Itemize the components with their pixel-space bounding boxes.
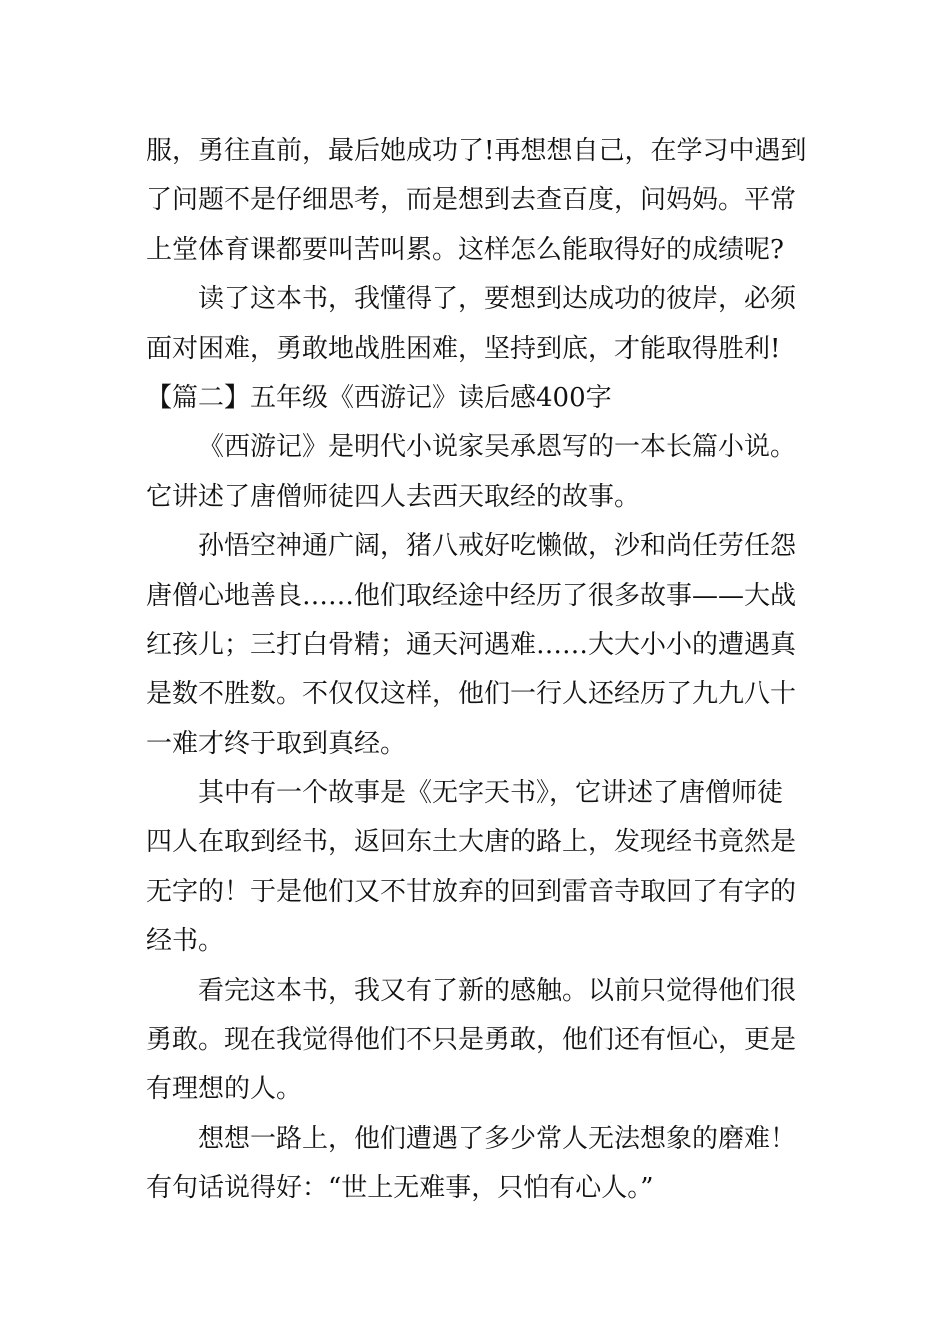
paragraph-start-line: 其中有一个故事是《无字天书》，它讲述了唐僧师徒 [198,778,784,809]
text-line: 服，勇往直前，最后她成功了!再想想自己，在学习中遇到 [146,136,807,166]
document-body [146,127,811,1214]
paragraph-start-line: 看完这本书，我又有了新的感触。以前只觉得他们很 [198,975,797,1006]
paragraph-start-line: 想想一路上，他们遭遇了多少常人无法想象的磨难！ [198,1123,797,1154]
paragraph-start-line: 读了这本书，我懂得了，要想到达成功的彼岸，必须 [198,284,797,315]
text-line: 了问题不是仔细思考，而是想到去查百度，问妈妈。平常 [146,185,797,216]
text-line: 勇敢。现在我觉得他们不只是勇敢，他们还有恒心，更是 [146,1025,797,1056]
text-line: 四人在取到经书，返回东土大唐的路上，发现经书竟然是 [146,827,797,858]
text-line: 是数不胜数。不仅仅这样，他们一行人还经历了九九八十 [146,679,797,710]
text-line: 一难才终于取到真经。 [146,728,407,759]
text-line: 无字的！于是他们又不甘放弃的回到雷音寺取回了有字的 [146,876,797,907]
text-line: 经书。 [146,926,225,957]
text-line: 红孩儿；三打白骨精；通天河遇难……大大小小的遭遇真 [146,629,797,660]
paragraph-start-line: 孙悟空神通广阔，猪八戒好吃懒做，沙和尚任劳任怨 [198,531,797,562]
paragraph-start-line: 《西游记》是明代小说家吴承恩写的一本长篇小说。 [198,432,797,463]
text-line: 有句话说得好：“世上无难事，只怕有心人。” [146,1173,654,1204]
text-line: 有理想的人。 [146,1074,303,1105]
section-heading: 【篇二】五年级《西游记》读后感400字 [146,382,612,413]
text-line: 它讲述了唐僧师徒四人去西天取经的故事。 [146,481,641,512]
text-line: 面对困难，勇敢地战胜困难，坚持到底，才能取得胜利! [146,333,781,364]
text-line: 唐僧心地善良……他们取经途中经历了很多故事——大战 [146,580,797,611]
text-line: 上堂体育课都要叫苦叫累。这样怎么能取得好的成绩呢? [146,234,784,265]
